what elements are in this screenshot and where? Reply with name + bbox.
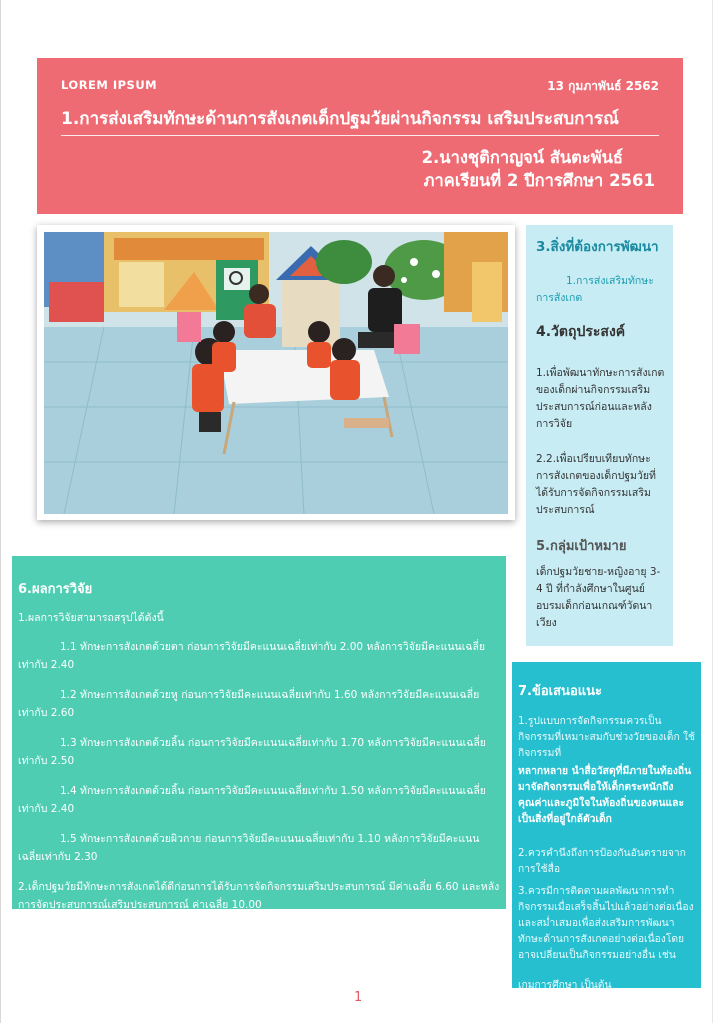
result-item: 1.4 ทักษะการสังเกตด้วยลิ้น ก่อนการวิจัยมีคะแนนเฉลี่ยเท่ากับ 1.50 หลังการวิจัยมีคะแนนเฉลี่ยเท่ากับ 2.40 (18, 785, 486, 815)
recommendation-item-3: 3.ควรมีการติดตามผลพัฒนาการทำกิจกรรมเมื่อเสร็จสิ้นไปแล้วอย่างต่อเนื่องและสม่ำเสมอเพื่อส่งเสริมการพัฒนาทักษะด้านการสังเกตอย่างต่อเนื่องโดยอาจเปลี่ยนเป็นกิจกรรมอย่างอื่น เช่น (518, 885, 694, 961)
recommendation-item-1-cont: หลากหลาย นำสื่อวัสดุที่มีภายในท้องถิ่นมาจัดกิจกรรมเพื่อให้เด็กตระหนักถึงคุณค่าและภูมิใจในท้องถิ่นของตนและเป็นสิ่งที่อยู่ใกล้ตัวเด็ก (518, 765, 692, 825)
info-sidebar (526, 225, 673, 646)
page-number: 1 (354, 990, 363, 1005)
recommendation-item-3-cont: เกมการศึกษา เป็นต้น (518, 979, 612, 991)
objectives-heading: 4.วัตถุประสงค์ (536, 324, 626, 340)
results-conclusion: 2.เด็กปฐมวัยมีทักษะการสังเกตได้ดีก่อนการได้รับการจัดกิจกรรมเสริมประสบการณ์ มีค่าเฉลี่ย 6.60 และหลังการจัดประสบการณ์เสริมประสบการณ์ ค่าเฉลี่ย 10.00 (18, 881, 500, 911)
author-name: 2.นางชุติกาญจน์ สันตะพันธ์ (421, 148, 623, 167)
brand-label: LOREM IPSUM (61, 78, 158, 92)
needs-heading: 3.สิ่งที่ต้องการพัฒนา (536, 239, 659, 255)
recommendation-item-1: 1.รูปแบบการจัดกิจกรรมควรเป็นกิจกรรมที่เหมาะสมกับช่วงวัยของเด็ก ใช้กิจกรรมที่ (518, 715, 695, 759)
objective-item-1: 1.เพื่อพัฒนาทักษะการสังเกตของเด็กผ่านกิจกรรมเสริมประสบการณ์ก่อนและหลังการวิจัย (536, 367, 665, 430)
target-group-text: เด็กปฐมวัยชาย-หญิงอายุ 3-4 ปี ที่กำลังศึกษาในศูนย์อบรมเด็กก่อนเกณฑ์วัดนาเวียง (536, 566, 661, 629)
target-group-heading: 5.กลุ่มเป้าหมาย (536, 539, 627, 554)
result-item: 1.5 ทักษะการสังเกตด้วยผิวกาย ก่อนการวิจัยมีคะแนนเฉลี่ยเท่ากับ 1.10 หลังการวิจัยมีคะแนนเฉลี่ยเท่ากับ 2.30 (18, 833, 480, 863)
results-intro: 1.ผลการวิจัยสามารถสรุปได้ดังนี้ (18, 612, 164, 624)
recommendations-section (512, 662, 701, 991)
classroom-photo (37, 225, 515, 520)
needs-text: 1.การส่งเสริมทักษะการสังเกต (536, 275, 654, 304)
recommendations-heading: 7.ข้อเสนอแนะ (518, 684, 602, 699)
recommendation-item-2: 2.ควรคำนึงถึงการป้องกันอันตรายจากการใช้สื่อ (518, 847, 686, 875)
result-item: 1.3 ทักษะการสังเกตด้วยลิ้น ก่อนการวิจัยมีคะแนนเฉลี่ยเท่ากับ 1.70 หลังการวิจัยมีคะแนนเฉลี่ยเท่ากับ 2.50 (18, 737, 486, 767)
results-heading: 6.ผลการวิจัย (18, 582, 93, 597)
date-label: 13 กุมภาพันธ์ 2562 (547, 79, 659, 93)
objective-item-2: 2.2.เพื่อเปรียบเทียบทักษะการสังเกตของเด็กปฐมวัยที่ได้รับการจัดกิจกรรมเสริมประสบการณ์ (536, 453, 656, 516)
results-section (12, 556, 506, 909)
semester-label: ภาคเรียนที่ 2 ปีการศึกษา 2561 (423, 171, 655, 190)
page-title: 1.การส่งเสริมทักษะด้านการสังเกตเด็กปฐมวัยผ่านกิจกรรม เสริมประสบการณ์ (61, 109, 619, 129)
result-item: 1.1 ทักษะการสังเกตด้วยตา ก่อนการวิจัยมีคะแนนเฉลี่ยเท่ากับ 2.00 หลังการวิจัยมีคะแนนเฉลี่ยเท่ากับ 2.40 (18, 641, 486, 671)
header-divider (61, 135, 659, 136)
header-banner (37, 58, 683, 214)
result-item: 1.2 ทักษะการสังเกตด้วยหู ก่อนการวิจัยมีคะแนนเฉลี่ยเท่ากับ 1.60 หลังการวิจัยมีคะแนนเฉลี่ยเท่ากับ 2.60 (18, 689, 480, 719)
classroom-photo-illustration (44, 232, 508, 514)
